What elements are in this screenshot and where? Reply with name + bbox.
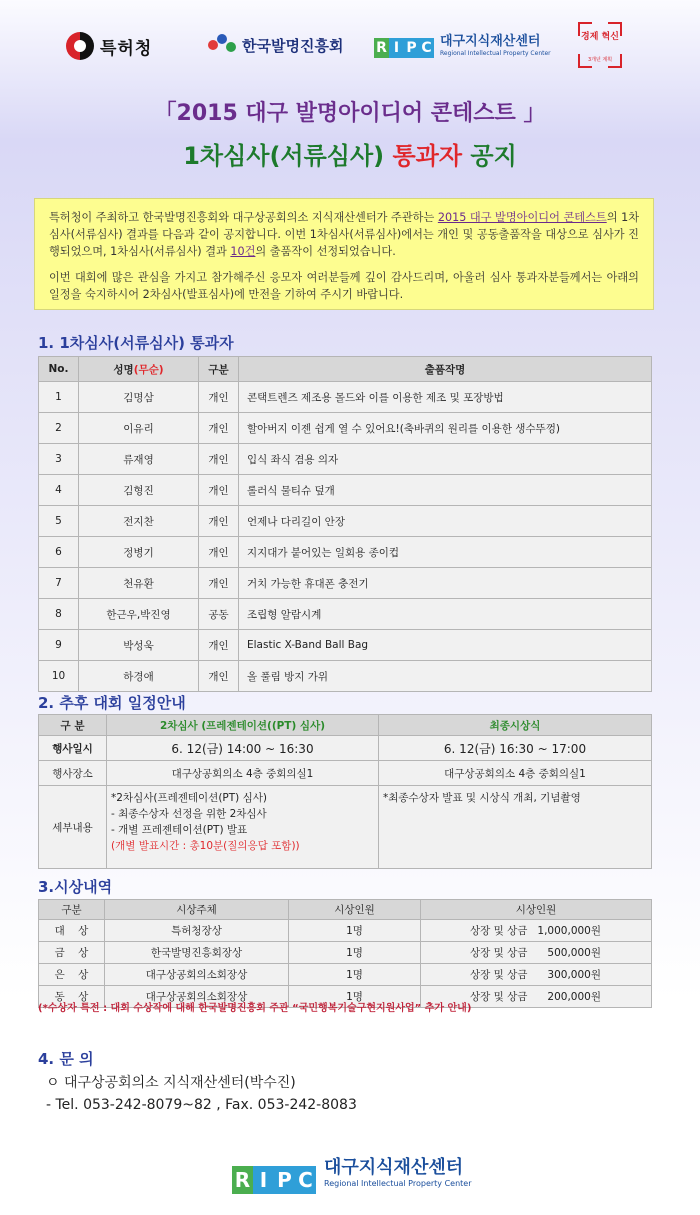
cell-type: 개인 xyxy=(199,630,239,661)
cell-grade: 금 상 xyxy=(39,942,105,964)
cell-prize: 상장 및 상금 200,000원 xyxy=(421,986,652,1008)
table-row xyxy=(39,444,652,475)
table-row xyxy=(39,599,652,630)
section3-title: 3.시상내역 xyxy=(38,878,113,896)
cell-work: 언제나 다리길이 안장 xyxy=(239,506,652,537)
notice-box xyxy=(34,198,654,310)
section2-title: 2. 추후 대회 일정안내 xyxy=(38,694,186,712)
cell-count: 1명 xyxy=(289,920,421,942)
cell-org: 특허청장상 xyxy=(105,920,289,942)
table-row xyxy=(39,964,652,986)
economic-innovation-logo xyxy=(578,22,622,68)
cell-name: 한근우,박진영 xyxy=(79,599,199,630)
table-header-row: No. 성명(무순) 구분 출품작명 xyxy=(39,357,652,382)
table-row xyxy=(39,382,652,413)
cell-no: 9 xyxy=(39,630,79,661)
ripc-name: 대구지식재산센터 xyxy=(440,34,541,49)
kipa-logo-text: 한국발명진흥회 xyxy=(242,36,344,55)
cell-count: 1명 xyxy=(289,986,421,1008)
cell-org: 대구상공회의소회장상 xyxy=(105,964,289,986)
ripc-en: Regional Intellectual Property Center xyxy=(440,50,551,57)
cell-no: 4 xyxy=(39,475,79,506)
cell-type: 개인 xyxy=(199,506,239,537)
cell-type: 개인 xyxy=(199,413,239,444)
cell-name: 천유환 xyxy=(79,568,199,599)
cell-work: 지지대가 붙어있는 일회용 종이컵 xyxy=(239,537,652,568)
cell-name: 류재영 xyxy=(79,444,199,475)
footer-ripc-en: Regional Intellectual Property Center xyxy=(324,1179,472,1188)
cell-name: 박성욱 xyxy=(79,630,199,661)
table-row xyxy=(39,568,652,599)
cell-org: 대구상공회의소회장상 xyxy=(105,986,289,1008)
logo-bar xyxy=(0,22,700,82)
table-row xyxy=(39,475,652,506)
notice-paragraph-2: 이번 대회에 많은 관심을 가지고 참가해주신 응모자 여러분들께 깊이 감사드리며, 아울러 심사 통과자분들께서는 아래의 일정을 숙지하시어 2차심사(발표심사)에 만전을 기하여 주시기 바랍니다. xyxy=(49,271,639,301)
cell-type: 개인 xyxy=(199,444,239,475)
cell-type: 개인 xyxy=(199,537,239,568)
page-subtitle: 1차심사(서류심사) 통과자 공지 xyxy=(183,142,517,170)
cell-type: 개인 xyxy=(199,475,239,506)
schedule-table xyxy=(38,714,652,869)
cell-name: 이유리 xyxy=(79,413,199,444)
kipo-logo-text: 특허청 xyxy=(100,38,153,59)
cell-grade: 대 상 xyxy=(39,920,105,942)
cell-no: 5 xyxy=(39,506,79,537)
count-highlight: 10건 xyxy=(230,245,256,258)
table-row xyxy=(39,506,652,537)
footer-ripc-name: 대구지식재산센터 xyxy=(324,1157,464,1178)
table-row xyxy=(39,413,652,444)
cell-type: 개인 xyxy=(199,661,239,692)
cell-prize: 상장 및 상금 300,000원 xyxy=(421,964,652,986)
cell-no: 1 xyxy=(39,382,79,413)
table-row: 행사일시 6. 12(금) 14:00 ~ 16:30 6. 12(금) 16:30 ~ 17:00 xyxy=(39,736,652,761)
cell-prize: 상장 및 상금 500,000원 xyxy=(421,942,652,964)
table-row: 세부내용 *2차심사(프레젠테이션(PT) 심사) - 최종수상자 선정을 위한 2차심사 - 개별 프레젠테이션(PT) 발표 (개별 발표시간 : 총10분(질의응답 포함)) *최종수상자 발표 및 시상식 개최, 기념촬영 xyxy=(39,786,652,869)
award-footnote: (*수상자 특전 : 대회 수상작에 대해 한국발명진흥회 주관 “국민행복기술구현지원사업” 추가 안내) xyxy=(38,1003,472,1014)
cell-prize: 상장 및 상금 1,000,000원 xyxy=(421,920,652,942)
cell-work: 콘택트렌즈 제조용 몰드와 이를 이용한 제조 및 포장방법 xyxy=(239,382,652,413)
table-row xyxy=(39,920,652,942)
cell-no: 10 xyxy=(39,661,79,692)
contest-name-highlight: 2015 대구 발명아이디어 콘테스트 xyxy=(437,211,607,224)
table-row xyxy=(39,661,652,692)
contact-person: ㅇ 대구상공회의소 지식재산센터(박수진) xyxy=(46,1075,296,1091)
table-row: 행사장소 대구상공회의소 4층 중회의실1 대구상공회의소 4층 중회의실1 xyxy=(39,761,652,786)
cell-work: 입식 좌식 겸용 의자 xyxy=(239,444,652,475)
cell-work: 거치 가능한 휴대폰 충전기 xyxy=(239,568,652,599)
page-title: 「2015 대구 발명아이디어 콘테스트 」 xyxy=(154,101,546,126)
cell-grade: 동 상 xyxy=(39,986,105,1008)
cell-work: Elastic X-Band Ball Bag xyxy=(239,630,652,661)
table-header-row: 구분 시상주체 시상인원 시상인원 xyxy=(39,900,652,920)
innovation-text: 경제 혁신 xyxy=(581,32,619,42)
cell-name: 김형진 xyxy=(79,475,199,506)
cell-no: 7 xyxy=(39,568,79,599)
cell-work: 롤러식 물티슈 덮개 xyxy=(239,475,652,506)
section4-title: 4. 문 의 xyxy=(38,1050,94,1068)
section1-title: 1. 1차심사(서류심사) 통과자 xyxy=(38,334,234,352)
table-row xyxy=(39,942,652,964)
cell-no: 2 xyxy=(39,413,79,444)
ripc-mark-icon: R I P C xyxy=(374,38,434,58)
ripc-mark-icon: R I P C xyxy=(232,1166,316,1186)
passers-table xyxy=(38,356,652,692)
kipa-emblem-icon xyxy=(208,34,238,56)
notice-paragraph-1: 특허청이 주최하고 한국발명진흥회와 대구상공회의소 지식재산센터가 주관하는 2015 대구 발명아이디어 콘테스트의 1차심사(서류심사) 결과를 다음과 같이 공지합니다. 이번 1차심사(서류심사)에서는 개인 및 공동출품작을 대상으로 심사가 진행되었으며, 1차심사(서류심사) 결과 10건의 출품작이 선정되었습니다. xyxy=(49,211,640,258)
cell-org: 한국발명진흥회장상 xyxy=(105,942,289,964)
cell-name: 하경애 xyxy=(79,661,199,692)
awards-table xyxy=(38,899,652,1008)
contact-phone: - Tel. 053-242-8079~82 , Fax. 053-242-8083 xyxy=(46,1097,357,1113)
cell-type: 개인 xyxy=(199,568,239,599)
cell-name: 김명삼 xyxy=(79,382,199,413)
cell-grade: 은 상 xyxy=(39,964,105,986)
table-row xyxy=(39,630,652,661)
highlight-passers: 통과자 xyxy=(392,142,463,170)
presentation-time-note: (개별 발표시간 : 총10분(질의응답 포함)) xyxy=(111,840,300,852)
cell-type: 공동 xyxy=(199,599,239,630)
cell-name: 전지찬 xyxy=(79,506,199,537)
cell-count: 1명 xyxy=(289,942,421,964)
cell-work: 조립형 알람시계 xyxy=(239,599,652,630)
contact-info xyxy=(46,1072,357,1116)
ripc-logo xyxy=(374,36,551,60)
kipa-logo xyxy=(208,34,343,56)
cell-count: 1명 xyxy=(289,964,421,986)
cell-type: 개인 xyxy=(199,382,239,413)
cell-no: 8 xyxy=(39,599,79,630)
cell-work: 할아버지 이젠 쉽게 열 수 있어요!(축바퀴의 원리를 이용한 생수뚜껑) xyxy=(239,413,652,444)
table-row xyxy=(39,537,652,568)
innovation-sub: 3개년 계획 xyxy=(587,57,613,63)
footer-ripc-logo xyxy=(232,1157,472,1192)
cell-no: 3 xyxy=(39,444,79,475)
cell-no: 6 xyxy=(39,537,79,568)
cell-name: 정병기 xyxy=(79,537,199,568)
kipo-emblem-icon xyxy=(66,32,94,60)
kipo-logo xyxy=(66,32,152,60)
cell-work: 올 풀림 방지 가위 xyxy=(239,661,652,692)
table-header-row: 구 분 2차심사 (프레젠테이션((PT) 심사) 최종시상식 xyxy=(39,715,652,736)
